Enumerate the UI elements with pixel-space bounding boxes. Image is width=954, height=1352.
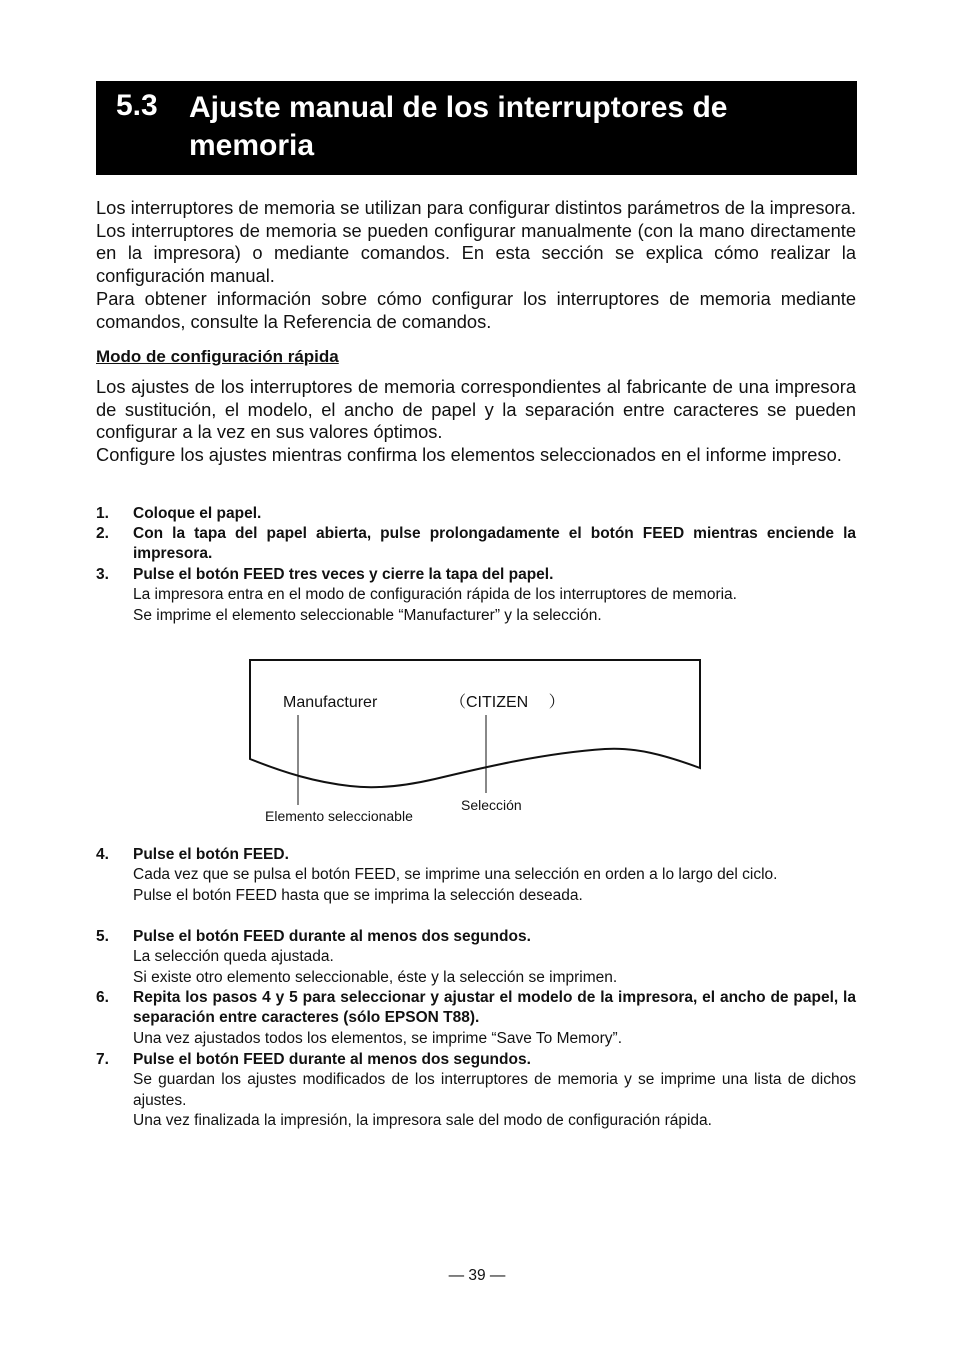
step-description: Cada vez que se pulsa el botón FEED, se imprime una selección en orden a lo largo del ciclo. [133, 866, 778, 884]
section-title: Ajuste manual de los interruptores de memoria [189, 91, 728, 162]
quick-mode-heading: Modo de configuración rápida [96, 347, 339, 366]
step-number: 2. [96, 525, 109, 542]
intro-paragraph-2: Para obtener información sobre cómo configurar los interruptores de memoria mediante comandos, consulte la Referencia de comandos. [96, 288, 856, 332]
paper-outline [250, 660, 700, 787]
item-label: Elemento seleccionable [265, 808, 413, 824]
intro-paragraph-1: Los interruptores de memoria se utilizan para configurar distintos parámetros de la impresora. Los interruptores de memoria se pueden configurar manualmente (con la mano directamente en la impresora) o mediante comandos. En esta sección se explica cómo realizar la configuración manual. [96, 197, 856, 286]
selection-text: （CITIZEN ） [450, 694, 565, 711]
step-description: La selección queda ajustada. [133, 948, 334, 966]
step-number: 1. [96, 505, 109, 522]
section-title-bar [96, 81, 857, 175]
step-heading: Pulse el botón FEED durante al menos dos segundos. [133, 928, 531, 945]
step-5 [96, 927, 856, 988]
printout-diagram [245, 655, 707, 830]
step-heading: Pulse el botón FEED durante al menos dos segundos. [133, 1051, 531, 1068]
step-3 [96, 565, 856, 626]
step-description: Pulse el botón FEED hasta que se imprima la selección deseada. [133, 886, 583, 904]
step-heading: Con la tapa del papel abierta, pulse prolongadamente el botón FEED mientras enciende la impresora. [133, 525, 856, 563]
step-heading: Repita los pasos 4 y 5 para seleccionar y ajustar el modelo de la impresora, el ancho de papel, la separación entre caracteres (sólo EPSON T88). [133, 989, 856, 1027]
quick-mode-paragraph-1: Los ajustes de los interruptores de memoria correspondientes al fabricante de una impresora de sustitución, el modelo, el ancho de papel y la separación entre caracteres se pueden configurar a la vez en sus valores óptimos. [96, 376, 856, 443]
step-number: 5. [96, 928, 109, 945]
step-number: 7. [96, 1051, 109, 1068]
step-6 [96, 988, 856, 1049]
step-heading: Coloque el papel. [133, 505, 262, 522]
step-2 [96, 524, 856, 565]
step-1 [96, 504, 856, 524]
step-description: Una vez finalizada la impresión, la impresora sale del modo de configuración rápida. [133, 1112, 712, 1130]
selection-label: Selección [461, 797, 522, 813]
step-description: Se imprime el elemento seleccionable “Manufacturer” y la selección. [133, 606, 602, 624]
section-number: 5.3 [116, 89, 158, 122]
step-number: 4. [96, 846, 109, 863]
step-description: Si existe otro elemento seleccionable, éste y la selección se imprimen. [133, 968, 618, 986]
step-number: 6. [96, 989, 109, 1006]
step-description: Una vez ajustados todos los elementos, se imprime “Save To Memory”. [133, 1029, 623, 1047]
step-description: Se guardan los ajustes modificados de los interruptores de memoria y se imprime una lista de dichos ajustes. [133, 1071, 856, 1109]
step-7 [96, 1050, 856, 1132]
step-description: La impresora entra en el modo de configuración rápida de los interruptores de memoria. [133, 586, 737, 604]
page-number: — 39 — [448, 1267, 506, 1284]
step-heading: Pulse el botón FEED. [133, 846, 289, 863]
step-heading: Pulse el botón FEED tres veces y cierre la tapa del papel. [133, 566, 554, 583]
item-text: Manufacturer [283, 694, 378, 711]
step-number: 3. [96, 566, 109, 583]
step-4 [96, 845, 856, 906]
quick-mode-paragraph-2: Configure los ajustes mientras confirma los elementos seleccionados en el informe impreso. [96, 444, 842, 465]
